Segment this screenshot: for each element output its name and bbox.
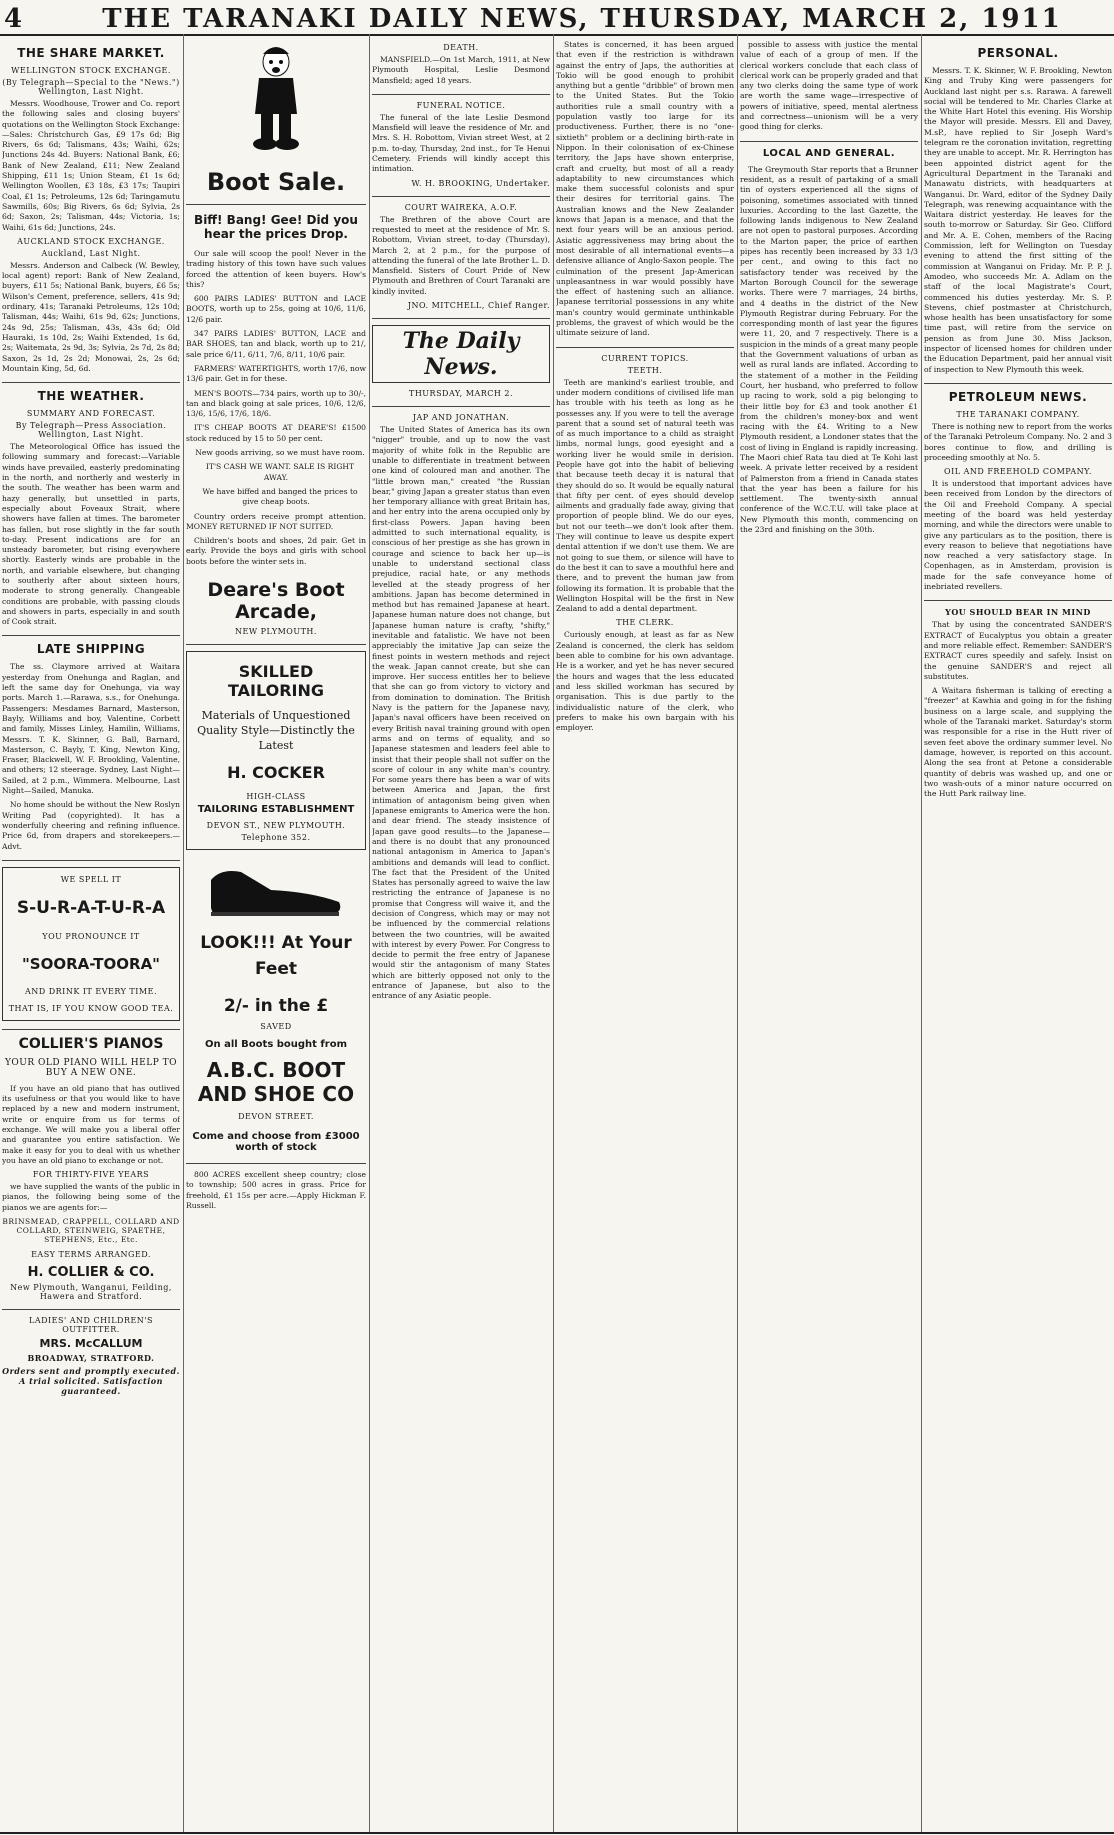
column-2 bbox=[186, 34, 366, 1832]
divider bbox=[924, 383, 1112, 384]
column-4 bbox=[556, 34, 734, 1832]
farm-advert: 800 ACRES excellent sheep country; close to township; 500 acres in grass. Price for freehold, £1 15s per acre.—Apply Hickman F. Russell. bbox=[186, 1170, 366, 1210]
divider bbox=[2, 635, 180, 636]
weather-dateline: By Telegraph—Press Association. Wellington, Last Night. bbox=[15, 421, 167, 440]
column-rule bbox=[369, 34, 370, 1832]
column-1 bbox=[2, 34, 180, 1832]
tailoring-phone: Telephone 352. bbox=[241, 833, 311, 843]
mccallum-address: BROADWAY, STRATFORD. bbox=[27, 1353, 155, 1364]
teeth-article: Teeth are mankind's earliest trouble, and under modern conditions of civilised life man has trouble with his teeth as long as he possesses any. If you were to tell the average parent that a sound set of natural teeth was of as much importance to a child as straight limbs, normal lungs, good eyesight and a working liver he would smile in derision. People have got into the habit of believing that because teeth decay it is natural that they should do so. It would be equally natural that fifty per cent. of eyes should develop ailments and gradually fade away, giving that proportion of people blind. We do our eyes, but not our teeth—we don't look after them. They will continue to leave us despite expert dental attention if we don't use them. We are not going to sue them, or silence will have to do the best it can to save a mouthful here and there, and to prevent the human jaw from following its formation. It is probable that the Wellington Hospital will be the first in New Zealand to add a dental department. bbox=[556, 377, 734, 614]
divider bbox=[2, 1029, 180, 1030]
clerk-article-continued: possible to assess with justice the mental value of each of a group of men. If the clerical workers conclude that each class of clerical work can be properly graded and that any two clerks doing the same type of work are worth the same wage—irrespective of powers of initiative, speed, mental alertness and correctness—unionism will be a very good thing for clerks. bbox=[740, 40, 918, 132]
abc-boot-shoe-co: A.B.C. BOOT AND SHOE CO bbox=[197, 1058, 355, 1107]
petroleum-subheading: THE TARANAKI COMPANY. bbox=[956, 409, 1080, 419]
divider bbox=[186, 1163, 366, 1164]
share-market-heading: THE SHARE MARKET. bbox=[17, 46, 165, 60]
abc-address: DEVON STREET. bbox=[238, 1112, 314, 1122]
page-number: 4 bbox=[4, 4, 23, 34]
suratura-spell: WE SPELL IT bbox=[60, 874, 122, 884]
abc-come: Come and choose from £3000 worth of stock bbox=[192, 1131, 360, 1154]
current-topics-heading: CURRENT TOPICS. bbox=[601, 353, 689, 363]
auckland-exchange-subheading: AUCKLAND STOCK EXCHANGE. bbox=[17, 236, 165, 246]
boot-sale-tagline: Biff! Bang! Gee! Did you hear the prices Drop. bbox=[194, 213, 358, 241]
look-on-all: On all Boots bought from bbox=[204, 1039, 348, 1051]
suratura-tea-ad bbox=[2, 867, 180, 1021]
wellington-exchange-subheading: WELLINGTON STOCK EXCHANGE. bbox=[11, 66, 171, 75]
tailoring-title: SKILLED TAILORING bbox=[227, 662, 325, 701]
column-6 bbox=[924, 34, 1112, 1832]
boot-country-orders: Country orders receive prompt attention. MONEY RETURNED IF NOT SUITED. bbox=[186, 511, 366, 531]
look-saved: SAVED bbox=[260, 1022, 292, 1032]
funeral-heading: FUNERAL NOTICE. bbox=[416, 100, 506, 110]
suratura-say: "SOORA-TOORA" bbox=[21, 954, 160, 973]
boot-item: 600 PAIRS LADIES' BUTTON and LACE BOOTS, worth up to 25s, going at 10/6, 11/6, 12/6 pair. bbox=[186, 294, 366, 324]
divider bbox=[2, 382, 180, 383]
auckland-dateline: Auckland, Last Night. bbox=[41, 248, 141, 258]
divider bbox=[372, 94, 550, 95]
boot-sale-items bbox=[186, 294, 366, 444]
column-rule bbox=[183, 34, 184, 1832]
boot-item: FARMERS' WATERTIGHTS, worth 17/6, now 13/6 pair. Get in for these. bbox=[186, 363, 366, 384]
wellington-report: Messrs. Woodhouse, Trower and Co. report the following sales and closing buyers' quotations on the Wellington Stock Exchange:—Sales: Christchurch Gas, £9 17s 6d; Big Rivers, 6s 6d; Talismans, 43s; Waihi, 62s; Junctions 24s 4d. Buyers: National Bank, £6; Bank of New Zealand, £11; New Zealand Shipping, £11 1s; Union Steam, £1 1s 6d; Wellington Woollen, £3 18s, £3 17s; Taupiri Coal, £1 1s; Petroleums, 12s 6d; Taringamutu Sawmills, 60s; Big Rivers, 6s 6d; Sylvia, 2s 6d; Saxon, 2s; Talisman, 44s; Victoria, 1s; Waihi, 61s 6d; Junctions, 24s. bbox=[2, 99, 180, 232]
shipping-report: The ss. Claymore arrived at Waitara yesterday from Onehunga and Raglan, and left the same day for Onehunga, via way ports. March 1.—Rarawa, s.s., for Onehunga. Passengers: Mesdames Barnard, Masterson, Bayly, Williams and boy, Valentine, Corbett and family, Misses Linley, Hamilin, Williams, Messrs. T. K. Skinner, G. Ball, Barnard, Masterson, C. Bayly, T. King, Newton King, Fraser, Blackwell, W. F. Brookling, Valentine, and others; 12 steerage. Sydney, Last Night—Sailed, at 2 p.m., Wimmera. Melbourne, Last Night—Sailed, Manuka. bbox=[2, 662, 180, 796]
oil-freehold-subheading: OIL AND FREEHOLD COMPANY. bbox=[944, 467, 1092, 477]
divider bbox=[2, 1309, 180, 1310]
editorial-date: THURSDAY, MARCH 2. bbox=[408, 389, 514, 399]
divider bbox=[924, 600, 1112, 601]
suratura-word: S-U-R-A-T-U-R-A bbox=[16, 897, 166, 918]
collier-firm: H. COLLIER & CO. bbox=[27, 1265, 155, 1281]
tailoring-line: Materials of Unquestioned Quality Style—Distinctly the Latest bbox=[197, 709, 355, 753]
divider bbox=[740, 141, 918, 142]
waitara-local-note: A Waitara fisherman is talking of erecting a "freezer" at Kawhia and going in for the fishing business on a large scale, and supplying the whole of the Taranaki market. Saturday's storm was responsible for a rise in the Hutt river of seven feet above the ordinary summer level. No damage, however, is reported on this account. Along the sea front at Petone a considerable quantity of debris was washed up, and one or two wash-outs of a minor nature occurred on the Hutt Park railway line. bbox=[924, 686, 1112, 799]
boot-illustration bbox=[201, 860, 351, 920]
weather-report: The Meteorological Office has issued the following summary and forecast:—Variable winds have prevailed, easterly predominating in the north, and northerly and westerly in the south. The weather has been warm and hazy generally, but unsettled in parts, especially about Foveaux Strait, where showers have fallen at times. The barometer has fallen, but rose slightly in the far south to-day. Present indications are for an unsteady barometer, but rising everywhere shortly. Easterly winds are probable in the north, and variable elsewhere, but changing to southerly after about sixteen hours, moderate to strong generally. Changeable conditions are probable, with passing clouds and showers in parts, especially in and south of Cook strait. bbox=[2, 442, 180, 627]
court-heading: COURT WAIREKA, A.O.F. bbox=[404, 202, 518, 212]
column-3 bbox=[372, 34, 550, 1832]
cartoon-boy-illustration bbox=[241, 44, 311, 154]
suratura-pronounce: YOU PRONOUNCE IT bbox=[42, 931, 140, 941]
boot-biffed: We have biffed and banged the prices to give cheap boots. bbox=[202, 486, 358, 507]
divider bbox=[186, 644, 366, 645]
column-rule bbox=[737, 34, 738, 1832]
tailoring-class: HIGH-CLASS bbox=[246, 792, 306, 802]
look-heading: LOOK!!! At Your Feet bbox=[200, 933, 352, 980]
divider bbox=[372, 406, 550, 407]
divider bbox=[186, 204, 366, 205]
boot-item: MEN'S BOOTS—734 pairs, worth up to 30/-, tan and black going at sale prices, 10/6, 12/6, 13/6, 15/6, 17/6, 18/6. bbox=[186, 388, 366, 419]
mccallum-body: Orders sent and promptly executed. A trial solicited. Satisfaction guaranteed. bbox=[2, 1366, 180, 1397]
local-general-heading: LOCAL AND GENERAL. bbox=[762, 147, 896, 159]
death-heading: DEATH. bbox=[443, 43, 479, 52]
local-general-body: The Greymouth Star reports that a Brunner resident, as a result of partaking of a small tin of oysters experienced all the signs of poisoning, sometimes associated with tinned luxuries. According to the last Gazette, the following lands indigenous to New Zealand are not open to pastoral purposes. According to the Marton paper, the price of earthen pipes has recently been increased by 33 1/3 per cent., and owing to this fact no satisfactory tender was received by the Marton Borough Council for the sewerage works. There were 7 marriages, 24 births, and 4 deaths in the district of the New Plymouth Registrar during February. For the corresponding month of last year the figures were 11, 20, and 7 respectively. There is a suspicion in the minds of a great many people that the Government valuations of urban as well as rural lands are inflated. According to the statement of a mother in the Feilding Court, her husband, who preferred to follow up racing to work, sold a pig belonging to their little boy for £3 and took another £1 from the children's money-box and went racing with the £4. Writing to a New Plymouth resident, a Londoner states that the cost of living in England is rapidly increasing. The Maori chief Rata tau died at Te Kohi last week. A private letter received by a resident of Palmerston from a friend in Canada states that the year has been a failure for his settlement. The twenty-sixth annual conference of the W.C.T.U. will take place at New Plymouth this month, commencing on the 23rd and finishing on the 30th. bbox=[740, 164, 918, 535]
divider bbox=[372, 196, 550, 197]
bear-in-mind-heading: YOU SHOULD BEAR IN MIND bbox=[945, 607, 1091, 618]
teeth-heading: TEETH. bbox=[627, 365, 663, 375]
collier-agents: we have supplied the wants of the public in pianos, the following being some of the pianos we are agents for:— bbox=[2, 1182, 180, 1212]
court-notice: The Brethren of the above Court are requested to meet at the residence of Mr. S. Robottom, Vivian street, to-day (Thursday), March 2, at 2 p.m., for the purpose of attending the funeral of the late Brother L. D. Mansfield. Sisters of Court Pride of New Plymouth and Brethren of Court Taranaki are kindly invited. bbox=[372, 214, 550, 296]
petroleum-heading: PETROLEUM NEWS. bbox=[948, 389, 1088, 404]
boot-sale-intro: Our sale will scoop the pool! Never in the trading history of this town have such values forced the attention of keen buyers. How's this? bbox=[186, 249, 366, 289]
shipping-heading: LATE SHIPPING bbox=[36, 642, 146, 657]
jap-editorial: The United States of America has its own "nigger" trouble, and up to now the vast majority of white folk in the Republic are unable to differentiate in treatment between one kind of coloured man and another. The "little brown man," created "the Russian bear," giving Japan a greater status than even her temporary alliance with great Britain has, and her entry into the arena occupied only by first-class Powers. Japan having been admitted to such international equality, is conscious of her prestige as she has grown in courage and science to back her up—is unable to understand sectional class prejudice, racial hate, or any methods levelled at the steady progress of her ambitions. Japan has become determined in method but has remained Japanese at heart. Japanese human nature does not change, but Japanese human nature is crafty, "shifty," inevitable and fatalistic. We have not been appreciably the imitative Jap can seize the finest points in western methods and reject the weak. Japan cannot create, but she can improve. Her success entitles her to believe that she can go from victory to victory and from domination to domination. The British Navy is the pattern for the Japanese navy, Japan's naval officers have been received on every British naval training ground with open arms and on terms of equality, and so Japanese statesmen and leaders feel able to insist that their people shall not suffer on the score of colour in any white man's country. For some years there has been a war of wits between America and Japan, the first intimation of antagonism being given when Japanese emigrants to America were the hon. and dear friend. The steady insistence of Japan gave good results—to the Japanese—and there is no doubt that any pronounced national antagonism in America to Japan's ambitions and demands will lead to conflict. The fact that the President of the United States has personally agreed to waive the law restricting the entrance of Japanese is no promise that Congress will waive it, and the decision of Congress, which may or may not be influenced by the commercial relations between the two countries, will be awaited with interest by every Power. For Congress to decide to permit the free entry of Japanese would stir the antagonism of many States which are bitterly opposed not only to the entrance of Japanese, but also to the entrance of any Asiatic people. bbox=[372, 425, 550, 1001]
boot-new-goods: New goods arriving, so we must have room. bbox=[195, 448, 365, 458]
collier-address: New Plymouth, Wanganui, Feilding, Hawera and Stratford. bbox=[10, 1283, 172, 1302]
newspaper-title: THE TARANAKI DAILY NEWS, THURSDAY, MARCH 2, 1911 bbox=[102, 4, 1062, 34]
writing-pad-notice: No home should be without the New Roslyn Writing Pad (copyrighted). It has a wonderfully cheering and refining influence. Price 6d, from drapers and storekeepers.—Advt. bbox=[2, 800, 180, 851]
boot-sale-heading: Boot Sale. bbox=[206, 168, 346, 196]
column-5 bbox=[740, 34, 918, 1832]
tailoring-address: DEVON ST., NEW PLYMOUTH. bbox=[206, 821, 346, 831]
death-notice: MANSFIELD.—On 1st March, 1911, at New Plymouth Hospital, Leslie Desmond Mansfield; aged 18 years. bbox=[372, 55, 550, 85]
mccallum-name: MRS. McCALLUM bbox=[39, 1337, 143, 1351]
collier-heading: COLLIER'S PIANOS bbox=[18, 1035, 164, 1052]
look-price: 2/- in the £ bbox=[223, 996, 329, 1017]
clerk-article: Curiously enough, at least as far as New Zealand is concerned, the clerk has seldom been able to combine for his own advantage. He is a worker, and yet he has never secured the hours and wages that the less educated and less skilled workman has secured by organisation. This is due partly to the individualistic nature of the clerk, who prefers to make his own bargain with his employer. bbox=[556, 630, 734, 733]
personal-heading: PERSONAL. bbox=[977, 46, 1059, 60]
tailoring-establishment: TAILORING ESTABLISHMENT bbox=[197, 804, 355, 816]
funeral-sign: W. H. BROOKING, Undertaker. bbox=[411, 178, 550, 188]
sanders-extract-advert: That by using the concentrated SANDER'S EXTRACT of Eucalyptus you obtain a greater and more reliable effect. Remember: SANDER'S EXTRACT cures speedily and safely. Insist on the genuine SANDER'S and reject all substitutes. bbox=[924, 620, 1112, 681]
column-rule bbox=[921, 34, 922, 1832]
suratura-drink: AND DRINK IT EVERY TIME. bbox=[24, 986, 158, 996]
divider bbox=[556, 347, 734, 348]
collier-lead: YOUR OLD PIANO WILL HELP TO BUY A NEW ONE. bbox=[4, 1057, 177, 1078]
boot-item: 347 PAIRS LADIES' BUTTON, LACE and BAR SHOES, tan and black, worth up to 21/, sale price 6/11, 6/11, 7/6, 8/11, 10/6 pair. bbox=[186, 329, 366, 359]
daily-news-nameplate: The Daily News. bbox=[372, 325, 550, 383]
column-rule bbox=[553, 34, 554, 1832]
page-bottom-rule bbox=[0, 1832, 1114, 1834]
petroleum-report: There is nothing new to report from the works of the Taranaki Petroleum Company. No. 2 and 3 bores continue to flow, and drilling is proceeding smoothly at No. 5. bbox=[924, 421, 1112, 462]
weather-heading: THE WEATHER. bbox=[37, 389, 145, 404]
jap-heading: JAP AND JONATHAN. bbox=[412, 413, 510, 423]
weather-subheading: SUMMARY AND FORECAST. bbox=[26, 409, 156, 419]
jap-editorial-continued: States is concerned, it has been argued that even if the restriction is withdrawn against the entry of Japs, the authorities at Tokio will be good enough to prohibit anything but a gentle "dribble" of brown men to the United States. But the Tokio authorities rule a small country with a population vastly too large for its productiveness. Further, there is no "one-sixtieth" problem or a declining birth-rate in Nippon. In their colonisation of ex-Chinese territory, the Japs have shown enterprise, craft and cruelty, but most of all a ready adaptability to new circumstances which make them successful colonists and spur their desires for territorial gains. The Australian knows and the New Zealander knows that Japan is a menace, and that the next four years will be an anxious period. Asiatic aggressiveness may bring about the most desirable of all international events—a defensive alliance of Anglo-Saxon people. The culmination of the present Jap-American unpleasantness in war would possibly have the effect of hastening such an alliance. Japanese territorial possessions in any white man's country would germinate unthinkable problems, the gravest of which would be the ultimate seizure of land. bbox=[556, 40, 734, 338]
court-sign: JNO. MITCHELL, Chief Ranger. bbox=[407, 301, 550, 311]
boot-item: IT'S CHEAP BOOTS AT DEARE'S! £1500 stock reduced by 15 to 50 per cent. bbox=[186, 423, 366, 443]
collier-makers: BRINSMEAD, CRAPPELL, COLLARD AND COLLARD, STEINWEIG, SPAETHE, STEPHENS, Etc., Etc. bbox=[2, 1217, 180, 1245]
clerk-heading: THE CLERK. bbox=[616, 618, 674, 628]
auckland-report: Messrs. Anderson and Calbeck (W. Bewley, local agent) report: Bank of New Zealand, buyers, £11 5s; National Bank, buyers, £6 5s; Wilson's Cement, preference, sellers, 41s 9d; ordinary, 41s; Taranaki Petroleums, 12s 10d; Talisman, 44s; Waihi, 61s 9d, 62s; Junctions, 24s 9d, 25s; Talisman, 43s, 43s 6d; Old Hauraki, 1s 10d, 2s; Waihi Extended, 1s 6d, 2s; Waitemata, 2s 9d, 3s; Sylvia, 2s 7d, 2s 8d; Saxon, 2s 1d, 2s 2d; Monowai, 2s, 2s 6d; Mountain King, 5d, 6d. bbox=[2, 260, 180, 373]
tailoring-firm: H. COCKER bbox=[227, 763, 325, 783]
personal-column: Messrs. T. K. Skinner, W. F. Brookling, Newton King and Truby King were passengers for Auckland last night per s.s. Rarawa. A farewell social will be tendered to Mr. Charles Clarke at the White Hart Hotel this evening. His Worship the Mayor will preside. Messrs. Ell and Davey, M.sP., have replied to Sir Joseph Ward's telegram re the coronation invitation, regretting they are unable to accept. Mr. R. Herrington has been appointed district agent for the Agricultural Department in the Taranaki and Manawatu districts, with headquarters at Wanganui. Dr. Ward, editor of the Sydney Daily Telegraph, was renewing acquaintance with the Waitara district yesterday. He leaves for the south to-morrow or Saturday. Sir Geo. Clifford and Mr. A. E. Cohen, members of the Racing Commission, left for Wellington on Tuesday evening to attend the first sitting of the commission at Wanganui on Friday. Mr. P. P. J. Amodeo, who succeeds Mr. A. Adlam on the staff of the local Magistrate's Court, commenced his duties yesterday. Mr. S. P. Stevens, chief postmaster at Christchurch, whose health has been unsatisfactory for some time past, will retire from the service on pension as from June 30. Miss Jackson, inspector of licensed homes for children under the Education Department, paid her annual visit of inspection to New Plymouth this week. bbox=[924, 66, 1112, 374]
masthead bbox=[0, 0, 1114, 34]
boot-children: Children's boots and shoes, 2d pair. Get in early. Provide the boys and girls with school boots before the winter sets in. bbox=[186, 536, 366, 566]
deare-town: NEW PLYMOUTH. bbox=[235, 627, 317, 637]
funeral-notice: The funeral of the late Leslie Desmond Mansfield will leave the residence of Mr. and Mrs. S. H. Robottom, Vivian street West, at 2 p.m. to-day, Thursday, 2nd inst., for Te Henui Cemetery. Friends will kindly accept this intimation. bbox=[372, 112, 550, 174]
collier-body: If you have an old piano that has outlived its usefulness or that you would like to have replaced by a new and modern instrument, write or enquire from us for terms of exchange. We will make you a liberal offer and guarantee you entire satisfaction. We make it easy for you to deal with us whether you have an old piano to exchange or not. bbox=[2, 1083, 180, 1165]
suratura-tea: THAT IS, IF YOU KNOW GOOD TEA. bbox=[8, 1003, 174, 1013]
divider bbox=[372, 318, 550, 319]
mccallum-lead: LADIES' AND CHILDREN'S OUTFITTER. bbox=[29, 1316, 153, 1335]
oil-freehold-report: It is understood that important advices have been received from London by the directors of the Oil and Freehold Company. A special meeting of the board was held yesterday morning, and while the directors were unable to give any particulars as to the position, there is every reason to believe that negotiations have now reached a very satisfactory stage. In Copenhagen, as in Amsterdam, provision is made for the safe conveyance home of inebriated revellers. bbox=[924, 479, 1112, 592]
deare-title: Deare's Boot Arcade, bbox=[207, 579, 345, 624]
collier-years: FOR THIRTY-FIVE YEARS bbox=[32, 1170, 150, 1180]
boot-cash: IT'S CASH WE WANT. SALE IS RIGHT AWAY. bbox=[205, 462, 355, 482]
collier-terms: EASY TERMS ARRANGED. bbox=[31, 1250, 151, 1260]
cocker-tailoring-ad bbox=[186, 651, 366, 850]
wellington-dateline: (By Telegraph—Special to the "News.") Wellington, Last Night. bbox=[2, 78, 180, 96]
divider bbox=[2, 860, 180, 861]
